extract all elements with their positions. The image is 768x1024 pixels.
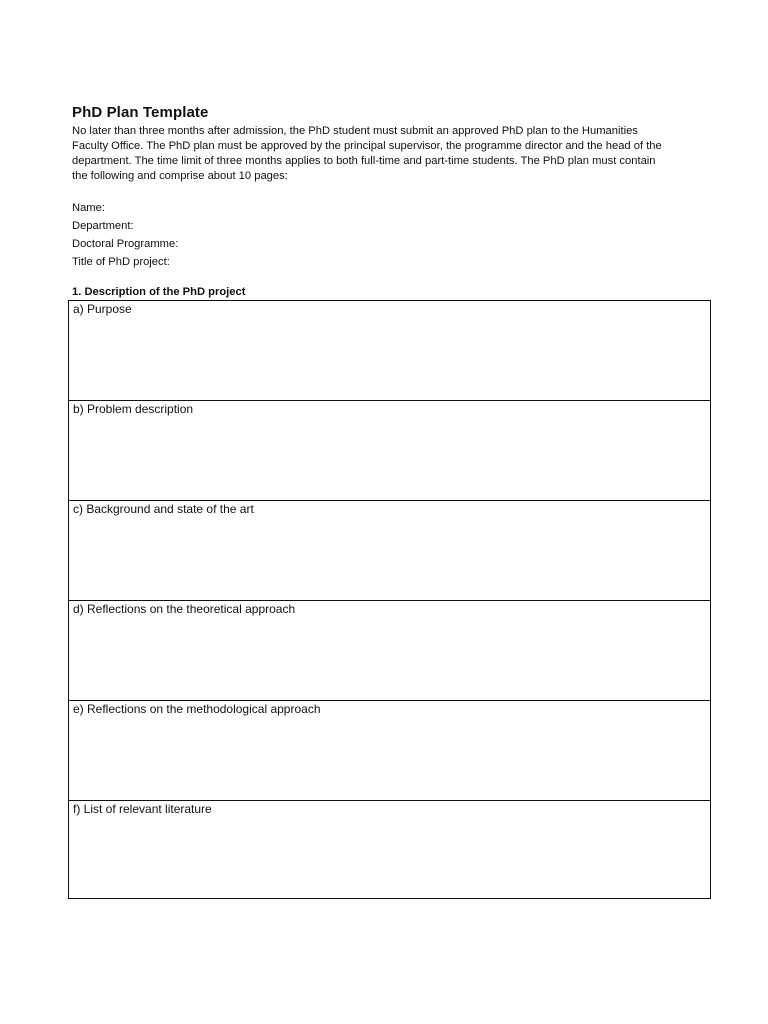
intro-line: the following and comprise about 10 pages:	[72, 170, 288, 182]
intro-line: department. The time limit of three months applies to both full-time and part-time students. The PhD plan must contain	[72, 155, 656, 167]
intro-line: Faculty Office. The PhD plan must be approved by the principal supervisor, the programme director and the head of the	[72, 140, 662, 152]
row-label: e) Reflections on the methodological approach	[73, 702, 321, 716]
page-title: PhD Plan Template	[72, 104, 209, 121]
table-row-background[interactable]	[69, 501, 710, 601]
form-fields	[72, 199, 178, 271]
field-name: Name:	[72, 202, 105, 214]
field-department: Department:	[72, 220, 134, 232]
row-label: a) Purpose	[73, 302, 132, 316]
section-heading: 1. Description of the PhD project	[72, 286, 246, 298]
table-row-purpose[interactable]	[69, 301, 710, 401]
intro-paragraph	[72, 124, 702, 184]
table-row-literature[interactable]	[69, 801, 710, 898]
row-label: d) Reflections on the theoretical approach	[73, 602, 296, 616]
table-row-methodological-approach[interactable]	[69, 701, 710, 801]
field-project-title: Title of PhD project:	[72, 256, 170, 268]
field-doctoral-programme: Doctoral Programme:	[72, 238, 179, 250]
table-row-problem-description[interactable]	[69, 401, 710, 501]
intro-line: No later than three months after admission, the PhD student must submit an approved PhD plan to the Humanities	[72, 125, 638, 137]
row-label: c) Background and state of the art	[73, 502, 254, 516]
row-label: f) List of relevant literature	[73, 802, 212, 816]
table-row-theoretical-approach[interactable]	[69, 601, 710, 701]
project-description-table	[68, 300, 711, 899]
row-label: b) Problem description	[73, 402, 194, 416]
